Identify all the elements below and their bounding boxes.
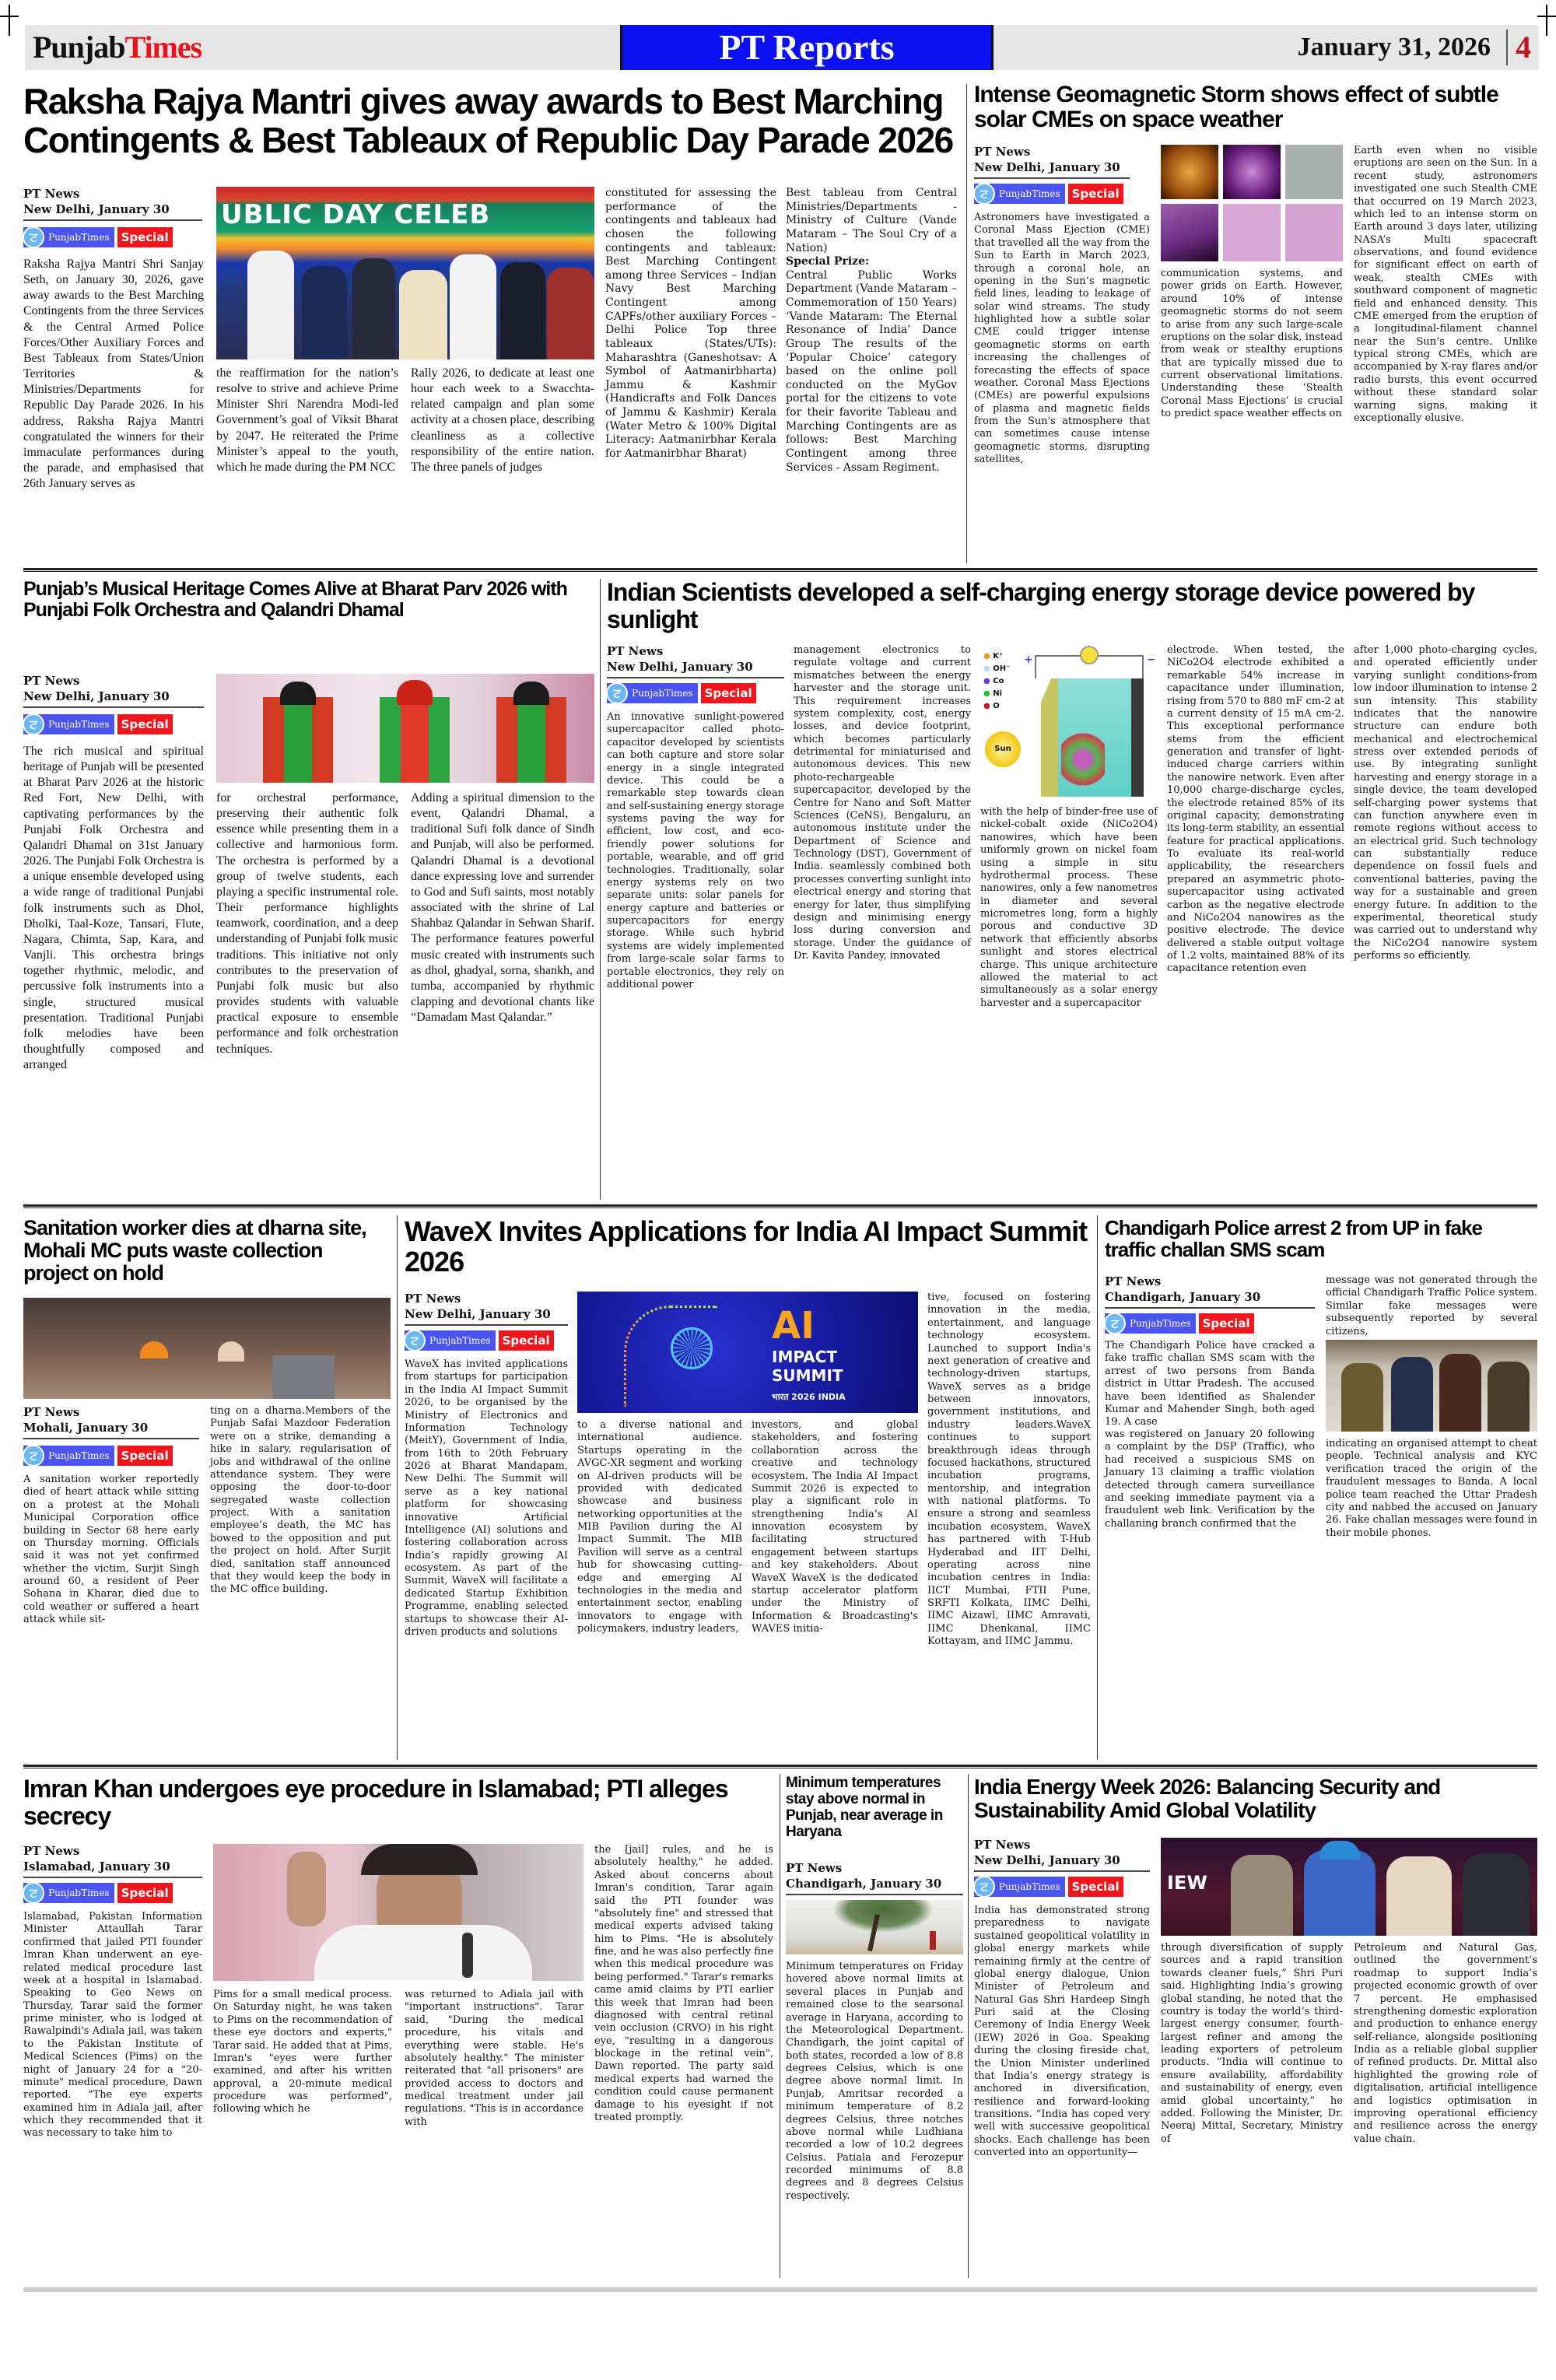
byline-geomagnetic [974,145,1130,179]
column-divider [600,579,601,1200]
article-text-chandigarh-col1-bottom: was registered on January 20 following a complaint by the DSP (Traffic), who had received a suspicious SMS on January 13 claiming a traffic violation detected through camera surveillance and seeking immediate payment via a fraudulent web link. Verification by the challaning branch confirmed that the [1105,1428,1315,1530]
section-rule [23,568,1537,572]
article-text-scientists-col5: after 1,000 photo-charging cycles, and operated efficiently under varying sunlight conditions-from low indoor illumination to intense 2 sun intensity. This stability indicates that the nanowire structure can endure both mechanical and electrochemical stress over extended periods of use. By integrating sunlight harvesting and energy storage in a single device, the team developed self-charging power systems that can function anywhere even in remote regions without access to an electrical grid. Such technology can substantially reduce dependence on fossil fuels and conventional batteries, paving the way for a sustainable and green energy future. In addition to the experimental, theoretical study was carried out to understand why the NiCo2O4 nanowire system performs so efficiently. [1354,644,1537,962]
legend-o: O [993,702,1000,710]
article-text-imran-col2: Pims for a small medical process. On Saturday night, he was taken to Pims on the recommendation of these eye doctors and experts," Tarar said. He added that at Pims, Imran's "eyes were further examined, and after his written approval, a 20-minute medical procedure was performed", following which he [213,1989,392,2115]
photo-foggy-tree [786,1900,963,1954]
article-text-chandigarh-col2-top: message was not generated through the official Chandigarh Traffic Police system. Similar fake messages were subsequently reported by several citizens, [1326,1274,1537,1337]
photo-banner-iew: IEW [1167,1872,1207,1894]
page-number: 4 [1506,30,1531,65]
badge-special-label: Special [117,227,173,247]
raksha-col5-text-a: Best tableau from Central Ministries/Departments - Ministry of Culture (Vande Mataram – The Soul Cry of a Nation) [786,187,957,254]
byline-place: New Delhi, January 30 [23,202,170,216]
special-badge [974,182,1123,205]
article-text-scientists-col2: management electronics to regulate voltage and current mismatches between the energy harvester and the storage unit. This requirement increases system complexity, cost, energy losses, and device footprint, which becomes particularly detrimental for miniaturised and autonomous devices. This new photo-rechargeable supercapacitor, developed by the Centre for Nano and Soft Matter Sciences (CeNS), Bengaluru, an autonomous institute under the Department of Science and Technology (DST), Government of India. seamlessly combined both processes converting sunlight into electrical energy and storing that energy for later, thus simplifying design and minimising energy loss during conversion and storage. Under the guidance of Dr. Kavita Pandey, innovated [794,644,971,962]
light-bulb-icon [1080,646,1099,664]
poster-impact: IMPACT [772,1348,837,1366]
byline-place: Mohali, January 30 [23,1420,149,1435]
byline-energy [974,1838,1150,1872]
article-text-wavex-col1: WaveX has invited applications from startups for participation in the India AI Impact Summit 2026, to be organised by the Ministry of Electronics and Information Technology (MeitY), Government of India, from 16th to 20th February 2026 at Bharat Mandapam, New Delhi. The Summit will serve as a key national platform for showcasing innovative Artificial Intelligence (AI) solutions and fostering collaboration across India’s rapidly growing AI ecosystem. As part of the Summit, WaveX will facilitate a dedicated Startup Exhibition Programme, enabling selected startups to showcase their AI-driven products and solutions [405,1358,568,1638]
article-text-raksha-col5 [786,187,957,475]
section-rule [23,1765,1537,1768]
badge-name: PunjabTimes [48,1888,110,1898]
punjab-times-logo-icon: ਟ [23,713,44,735]
punjab-times-logo-icon: ਟ [973,1876,995,1898]
byline-scientists [607,644,784,678]
punjab-times-logo-icon: ਟ [23,1445,44,1467]
badge-name: PunjabTimes [48,719,110,730]
special-badge [23,1444,173,1467]
article-text-raksha-col3: Rally 2026, to dedicate at least one hour each week to a Swacchta-related campaign and plan some activity at a chosen place, describing cleanliness as a collective responsibility of the entire nation. The three panels of judges [411,366,594,474]
headline-geomagnetic[interactable]: Intense Geomagnetic Storm shows effect of subtle solar CMEs on space weather [974,82,1498,133]
brand-part-times: Times [124,30,202,65]
byline-place: Chandigarh, January 30 [1105,1289,1261,1304]
section-rule [23,1204,1537,1208]
byline-wavex [405,1292,568,1326]
headline-imran[interactable]: Imran Khan undergoes eye procedure in Islamabad; PTI alleges secrecy [23,1775,728,1830]
column-divider [968,1774,969,2278]
byline-place: Islamabad, January 30 [23,1859,170,1874]
special-badge [405,1329,554,1352]
article-text-chandigarh-col2-bottom: indicating an organised attempt to cheat people. Technical analysis and KYC verification traced the origin of the fraudulent messages to Banda. A local police team reached the Uttar Pradesh city and nabbed the accused on January 26. Fake challan messages were found in their mobile phones. [1326,1438,1537,1539]
poster-summit: SUMMIT [772,1366,843,1385]
badge-special-label: Special [117,714,173,734]
badge-special-label: Special [499,1330,554,1351]
badge-special-label: Special [1199,1313,1254,1334]
crop-mark-right [1537,5,1556,36]
sun-icon: Sun [985,731,1021,767]
headline-chandigarh[interactable]: Chandigarh Police arrest 2 from UP in fake traffic challan SMS scam [1105,1216,1482,1262]
punjab-times-logo-icon: ਟ [23,1882,44,1904]
byline-sanitation [23,1405,199,1439]
raksha-col5-text-b: Central Public Works Department (Vande Mataram – Commemoration of 150 Years) ‘Vande Mataram: The Eternal Resonance of India’ Dance Group The results of the ‘Popular Choice’ category based on the online poll conducted on the MyGov portal for the citizens to vote for their favorite Tableau and Marching Contingents are as follows: Best Marching Contingent among three Services - Assam Regiment. [786,268,957,474]
punjab-times-logo-icon: ਟ [1104,1313,1126,1334]
headline-temperature[interactable]: Minimum temperatures stay above normal in Punjab, near average in Haryana [786,1775,943,1840]
poster-ai: AI [772,1304,815,1348]
byline-place: New Delhi, January 30 [23,689,170,703]
punjab-times-logo-icon: ਟ [23,226,44,248]
masthead [25,25,1539,70]
badge-special-label: Special [1068,184,1123,204]
byline-source: PT News [607,644,664,658]
diagram-plus-label: + [1024,654,1033,666]
photo-energy-week-award [1161,1838,1537,1936]
byline-raksha [23,187,202,221]
special-badge [23,713,173,736]
article-text-scientists-col4: electrode. When tested, the NiCo2O4 electrode exhibited a remarkable 54% increase in capacitance under illumination, rising from 570 to 880 mF cm-2 at a current density of 15 mA cm-2. This exceptional performance stems from the efficient generation and transfer of light-induced charge carriers within the nanowire network. Even after 10,000 charge-discharge cycles, the electrode retained 85% of its original capacity, demonstrating its long-term stability, an essential feature for practical applications. To evaluate its real-world applicability, the researchers prepared an asymmetric photo-supercapacitor using activated carbon as the negative electrode and NiCo2O4 nanowires as the positive electrode. The device delivered a stable output voltage of 1.2 volts, maintained 88% of its capacitance retention even [1167,644,1344,975]
badge-name: PunjabTimes [48,232,110,243]
byline-source: PT News [974,145,1031,159]
article-text-temperature: Minimum temperatures on Friday hovered above normal limits at several places in Punjab and remained close to the searsonal average in Haryana, according to the Meteorological Department. Chandigarh, the joint capital of both states, recorded a low of 8.8 degrees Celsius, which is one degree above normal limit. In Punjab, Amritsar recorded a minimum temperature of 8.2 degrees Celsius, three notches above normal while Ludhiana recorded a low of 10.2 degrees Celsius. Patiala and Ferozepur recorded minimums of 8.8 degrees and 8 degrees Celsius respectively. [786,1961,963,2202]
special-badge [974,1875,1123,1898]
article-text-imran-col4: the [jail] rules, and he is absolutely healthy," he added. Asked about concerns about Imran's condition, Tarar again said the PTI founder was "absolutely fine" and stressed that medical experts advised taking him to Pims. "He is absolutely fine, and he was also perfectly fine when this medical procedure was being performed." Tarar's remarks came amid claims by PTI earlier this week that Imran had been diagnosed with central retinal vein occlusion (CRVO) in his right eye, "resulting in a dangerous blockage in the retinal vein", Dawn reported. The party said medical experts had warned the condition could cause permanent damage to his eyesight if not treated promptly. [594,1844,773,2123]
solar-observation-figure [1161,145,1343,261]
byline-place: New Delhi, January 30 [974,159,1120,174]
supercapacitor-diagram [980,644,1158,800]
article-text-wavex-col3: investors, and global stakeholders, and fostering collaboration across the creative and technology ecosystem. The India AI Impact Summit 2026 is expected to play a significant role in strengthening India’s AI innovation ecosystem by facilitating structured engagement between startups and key stakeholders. About WaveX WaveX is the dedicated startup accelerator platform under the Ministry of Information & Broadcasting's WAVES initia- [752,1419,918,1635]
headline-raksha[interactable]: Raksha Rajya Mantri gives away awards to Best Marching Contingents & Best Tableaux of Republic Day Parade 2026 [23,81,953,160]
column-divider [966,84,967,563]
crop-mark-left [0,5,19,36]
brand-part-punjab: Punjab [33,30,125,65]
special-badge [23,226,173,249]
poster-footer: भारत 2026 INDIA [772,1392,846,1402]
photo-folk-dancers [216,674,594,783]
byline-source: PT News [23,1405,80,1419]
headline-musical[interactable]: Punjab’s Musical Heritage Comes Alive at Bharat Parv 2026 with Punjabi Folk Orchestra and Qalandri Dhamal [23,578,567,621]
article-text-musical-col1: The rich musical and spiritual heritage of Punjab will be presented at Bharat Parv 2026 at the historic Red Fort, New Delhi, with captivating performances by the Punjabi Folk Orchestra and Qalandri Dhamal on 31st January 2026. The Punjabi Folk Orchestra is a unique ensemble developed using a wide range of traditional Punjabi folk instruments such as Dhol, Dholki, Taal-Koze, Tansari, Flute, Nagara, Chimta, Sap, Kara, and Vanjli. This orchestra brings together rhythmic, melodic, and percussive folk instruments into a single, structured musical presentation. Traditional Punjabi folk melodies have been thoughtfully composed and arranged [23,745,204,1072]
byline-imran [23,1844,202,1878]
special-badge [23,1881,173,1905]
byline-musical [23,674,204,708]
special-prize-label: Special Prize: [786,255,870,268]
photo-banner-text: UBLIC DAY CELEB [221,199,491,230]
ai-impact-summit-poster [577,1292,918,1413]
legend-ni: Ni [993,689,1003,698]
badge-special-label: Special [117,1883,173,1903]
column-divider [397,1215,398,1760]
punjab-times-logo-icon: ਟ [404,1330,426,1351]
headline-energy[interactable]: India Energy Week 2026: Balancing Security and Sustainability Amid Global Volatility [974,1775,1441,1823]
byline-source: PT News [23,1844,80,1858]
legend-oh: OH⁻ [993,664,1011,673]
special-badge [607,682,756,705]
badge-name: PunjabTimes [632,688,693,699]
article-text-imran-col3: was returned to Adiala jail with "important instructions". Tarar said, "During the medical procedure, his vitals and everything were stable. He's absolutely healthy." The minister reiterated that "all prisoners" are provided access to doctors and medical treatment under jail regulations. "This is in accordance with [405,1989,584,2128]
article-text-raksha-col1: Raksha Rajya Mantri Shri Sanjay Seth, on January 30, 2026, gave away awards to the Best Marching Contingents from the three Services & the Central Armed Police Forces/Other Auxiliary Forces and Best Tableaux from States/Union Territories & Ministries/Departments for Republic Day Parade 2026. In his address, Raksha Rajya Mantri congratulated the winners for their immaculate performances during the parade, and emphasised that 26th January serves as [23,258,204,491]
brand-logo[interactable] [33,25,202,70]
article-text-sanitation-col1: A sanitation worker reportedly died of heart attack while sitting on a protest at the Mohali Municipal Corporation office building in Sector 68 here early on Thursday morning. Officials said it was not yet confirmed whether the victim, Surjit Singh around 60, a resident of Peer Sohana in Kharar, died due to cold weather or suffered a heart attack while sit- [23,1474,199,1626]
article-text-energy-col3: Petroleum and Natural Gas, outlined the government’s roadmap to support India’s projected economic growth of over 7 percent. He emphasised strengthening domestic exploration and production to enhance energy self-reliance, alongside positioning India as a reliable global supplier of refined products. Dr. Mittal also highlighted the growing role of digitalisation, artificial intelligence and logistics optimisation in improving operational efficiency and resilience across the energy value chain. [1354,1942,1537,2145]
article-text-raksha-col2: the reaffirmation for the nation’s resolve to strive and achieve Prime Minister Shri Narendra Modi-led Government’s goal of Viksit Bharat by 2047. He reiterated the Prime Minister’s appeal to the youth, which he made during the PM NCC [216,366,398,474]
article-text-geomagnetic-col2: communication systems, and power grids on Earth. However, around 10% of intense geomagnetic storms do not seem to arise from any such large-scale eruptions on the solar disk, instead from weak or stealthy eruptions that are typically missed due to current observational limitations. Understanding these ‘Stealth Coronal Mass Ejections’ is crucial to predict space weather effects on [1161,268,1343,420]
byline-source: PT News [974,1838,1031,1852]
article-text-imran-col1: Islamabad, Pakistan Information Minister Attaullah Tarar confirmed that jailed PTI founder Imran Khan underwent an eye-related medical procedure last week at a hospital in Islamabad. Speaking to Geo News on Thursday, Tarar said the former prime minister, who is lodged at Rawalpindi's Adiala jail, was taken to the Pakistan Institute of Medical Sciences (Pims) on the night of January 24 for a "20-minute" medical procedure, Dawn reported. "The eye experts examined him in Adiala jail, after which they recommended that it was necessary to take him to [23,1911,202,2140]
article-text-sanitation-col2: ting on a dharna.Members of the Punjab Safai Mazdoor Federation were on a strike, demanding a hike in salary, regularisation of jobs and withdrawal of the online attendance system. They were opposing the door-to-door segregated waste collection project. With a sanitation employee’s death, the MC has bowed to the opposition and put the project on hold. After Surjit died, sanitation staff announced that they would keep the body in the MC office building. [210,1405,391,1596]
article-text-musical-col2: for orchestral performance, preserving their authentic folk essence while presenting them in a collective and harmonious form. The orchestra is performed by a group of twelve students, each playing a specific instrumental role. Their performance highlights teamwork, coordination, and a deep understanding of Punjabi folk music traditions. This initiative not only contributes to the preservation of Punjabi folk music but also provides students with valuable practical exposure to ensemble performance and folk orchestration techniques. [216,791,398,1056]
punjab-times-logo-icon: ਟ [606,682,628,704]
byline-source: PT News [23,674,80,688]
article-text-geomagnetic-col1: Astronomers have investigated a Coronal Mass Ejection (CME) that travelled all the way from the Sun to Earth in March 2023, through a coronal hole, an opening in the Sun’s magnetic field lines, leading to leakage of solar wind streams. The study highlighted how a subtle solar CME could trigger intense geomagnetic storms on earth increasing the challenges of forecasting the effects of space weather. Coronal Mass Ejections (CMEs) are powerful expulsions of plasma and magnetic fields from the Sun's atmosphere that can sometimes cause intense geomagnetic storms, disrupting satellites, [974,212,1150,466]
legend-co: Co [993,677,1004,685]
badge-name: PunjabTimes [1130,1318,1191,1329]
article-text-scientists-col3: with the help of binder-free use of nickel-cobalt oxide (NiCo2O4) nanowires, which have been uniformly grown on nickel foam using a simple in situ hydrothermal process. These nanowires, only a few nanometres in diameter and several micrometres long, form a highly porous and conductive 3D network that efficiently absorbs sunlight and stores electrical charge. This unique architecture allowed the material to act simultaneously as a solar energy harvester and a supercapacitor [980,806,1158,1009]
byline-temperature [786,1861,963,1895]
byline-source: PT News [23,187,80,201]
article-text-musical-col3: Adding a spiritual dimension to the event, Qalandri Dhamal, a traditional Sufi folk dance of Sindh and Punjab, will also be performed. Qalandri Dhamal is a devotional dance expressing love and surrender to God and Sufi saints, most notably associated with the shrine of Lal Shahbaz Qalandar in Sehwan Sharif. The performance features powerful music created with instruments such as dhol, ghadyal, sorna, shankh, and tumba, accompanied by rhythmic clapping and devotional chants like “Damadam Mast Qalandar.” [411,791,594,1025]
badge-name: PunjabTimes [999,188,1060,199]
badge-special-label: Special [701,683,756,703]
byline-place: Chandigarh, January 30 [786,1876,942,1891]
legend-k: K⁺ [993,652,1004,661]
badge-special-label: Special [1068,1877,1123,1897]
byline-source: PT News [786,1861,843,1875]
footer-rule [23,2287,1537,2292]
photo-award-ceremony [216,187,594,359]
photo-imran-khan [213,1844,584,1981]
article-text-chandigarh-col1-top: The Chandigarh Police have cracked a fake traffic challan SMS scam with the arrest of two persons from Banda district in Uttar Pradesh. The accused have been identified as Shalender Kumar and Mahender Singh, both aged 19. A case [1105,1340,1315,1428]
byline-place: New Delhi, January 30 [974,1852,1120,1867]
special-badge [1105,1312,1254,1335]
article-text-wavex-col2: to a diverse national and international audience. Startups operating in the AVGC-XR segment and working on AI-driven products will be provided with dedicated showcase and business networking opportunities at the MIB Pavilion during the AI Impact Summit. The MIB Pavilion will serve as a central hub for showcasing cutting-edge and emerging AI technologies in the media and entertainment sector, enabling innovators to engage with policymakers, industry leaders, [577,1419,742,1635]
headline-wavex[interactable]: WaveX Invites Applications for India AI Impact Summit 2026 [405,1215,1088,1278]
punjab-times-logo-icon: ਟ [973,183,995,205]
article-text-raksha-col4: constituted for assessing the performance of the contingents and tableaux had chosen the following contingents and tableaux: Best Marching Contingent among three Services – Indian Navy Best Marching Contingent among CAPFs/other auxiliary Forces – Delhi Police Top three tableaux (States/UTs): Maharashtra (Ganeshotsav: A Symbol of Aatmanirbharta) Jammu & Kashmir (Handicrafts and Folk Dances of Jammu & Kashmir) Kerala (Water Metro & 100% Digital Literacy: Aatmanirbhar Kerala for Aatmanirbhar Bharat) [605,187,776,460]
badge-name: PunjabTimes [999,1881,1060,1892]
badge-name: PunjabTimes [48,1450,110,1461]
column-divider [1097,1215,1098,1760]
diagram-minus-label: − [1147,654,1156,666]
headline-scientists[interactable]: Indian Scientists developed a self-charging energy storage device powered by sunlight [607,578,1475,633]
diagram-legend: ● K⁺ ● OH⁻ ● Co ● Ni ● O [983,652,1011,710]
issue-date: January 31, 2026 [1297,33,1491,61]
byline-place: New Delhi, January 30 [405,1306,551,1321]
byline-place: New Delhi, January 30 [607,659,753,674]
photo-police-with-accused [1326,1340,1537,1432]
badge-name: PunjabTimes [429,1335,491,1346]
badge-special-label: Special [117,1446,173,1466]
headline-sanitation[interactable]: Sanitation worker dies at dharna site, Mohali MC puts waste collection project on hold [23,1216,366,1285]
article-text-energy-col1: India has demonstrated strong preparedness to navigate sustained geopolitical volatility in global energy markets while remaining firmly at the centre of global energy dialogue, Union Minister of Petroleum and Natural Gas Shri Hardeep Singh Puri said at the Closing Ceremony of India Energy Week (IEW) 2026 in Goa. Speaking during the closing fireside chat, the Union Minister underlined that India’s energy strategy is anchored in diversification, resilience and forward-looking transitions. “India has coped very well with successive geopolitical shocks. Each challenge has been converted into an opportunity— [974,1905,1150,2159]
byline-source: PT News [405,1292,461,1306]
article-text-energy-col2: through diversification of supply sources and a rapid transition towards cleaner fuels,” Shri Puri said. Highlighting India’s growing global standing, he noted that the country is today the world’s third-largest energy consumer, fourth-largest refiner and among the leading exporters of petroleum products. “India will continue to ensure availability, affordability and sustainability of energy, even amid global uncertainty,” he added. Following the Minister, Dr. Neeraj Mittal, Secretary, Ministry of [1161,1942,1343,2145]
byline-source: PT News [1105,1274,1162,1288]
section-title: PT Reports [620,25,994,70]
article-text-geomagnetic-col3: Earth even when no visible eruptions are seen on the Sun. In a recent study, astronomers investigated one such Stealth CME that occurred on 19 March 2023, which led to an intense storm on Earth around 3 days later, utilizing NASA’s Multi spacecraft observations, and found evidence for significant effect on earth of weak, stealth CMEs with southward component of magnetic field and enhanced density. This CME emerged from the eruption of a longitudinal-filament channel near the Sun’s centre. Unlike typical strong CMEs, which are accompanied by X-ray flares and/or radio bursts, this event occurred without these standard solar warning signs, making it exceptionally elusive. [1354,145,1537,424]
article-text-scientists-col1: An innovative sunlight-powered supercapacitor called photo-capacitor developed by scientists can both capture and store solar energy in a single integrated device. This could be a remarkable step towards clean and self-sustaining energy storage systems paving the way for efficient, low cost, and eco-friendly power solutions for portable, wearable, and off grid technologies. Traditionally, solar energy systems rely on two separate units: solar panels for energy capture and batteries or supercapacitors for energy storage. While such hybrid systems are widely implemented from large-scale solar farms to portable electronics, they rely on additional power [607,711,784,990]
article-text-wavex-col4: tive, focused on fostering innovation in the media, entertainment, and language technology ecosystem. Launched to support India's next generation of creative and technology-driven startups, WaveX serves as a bridge between innovators, government institutions, and industry leaders.WaveX continues to support breakthrough ideas through focused hackathons, structured incubation programs, mentorship, and integration with national platforms. To ensure a strong and seamless incubation ecosystem, WaveX has partnered with T-Hub Hyderabad and IIT Delhi, operating across nine incubation centres in India: IICT Mumbai, FTII Pune, SRFTI Kolkata, IIMC Delhi, IIMC Aizawl, IIMC Amravati, IIMC Dhenkanal, IIMC Kottayam, and IIMC Jammu. [927,1292,1091,1648]
photo-protest-crowd [23,1298,391,1399]
byline-chandigarh [1105,1274,1315,1309]
